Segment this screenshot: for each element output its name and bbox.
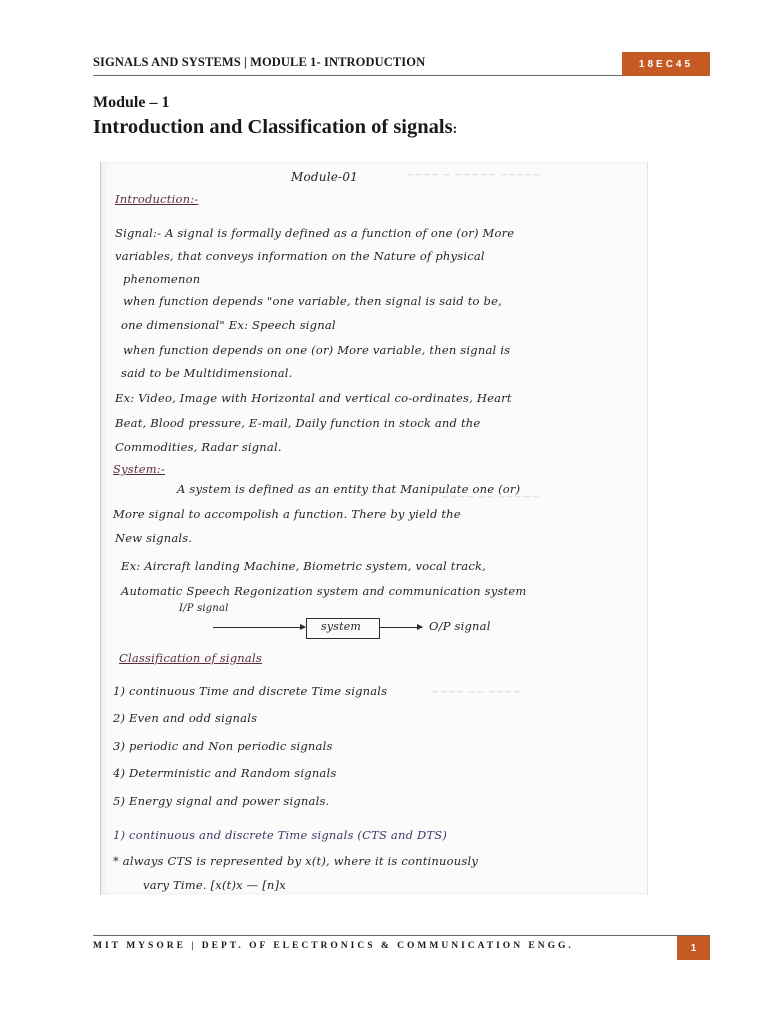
notes-line: variables, that conveys information on the Nature of physical xyxy=(115,249,485,263)
notes-line: Ex: Aircraft landing Machine, Biometric system, vocal track, xyxy=(121,559,486,573)
diagram-block-label: system xyxy=(321,620,362,633)
diagram-output-label: O/P signal xyxy=(429,619,491,633)
notes-line: Signal:- A signal is formally defined as a function of one (or) More xyxy=(115,226,515,240)
notes-class-item: 2) Even and odd signals xyxy=(113,711,258,725)
course-code-badge: 18EC45 xyxy=(622,52,710,76)
diagram-system-block xyxy=(306,618,380,639)
notes-line: New signals. xyxy=(115,531,193,545)
notes-line: Beat, Blood pressure, E-mail, Daily function in stock and the xyxy=(115,416,481,430)
bleed-through-mark: ~~~~ ~ ~~~~~ ~~~~~ xyxy=(406,170,542,181)
notes-line: More signal to accompolish a function. There by yield the xyxy=(113,507,461,521)
notes-line: when function depends "one variable, then signal is said to be, xyxy=(123,294,502,308)
notes-line: Ex: Video, Image with Horizontal and vertical co-ordinates, Heart xyxy=(115,391,512,405)
notes-line: one dimensional" Ex: Speech signal xyxy=(121,318,336,332)
bleed-through-mark: ~~~~ ~~ ~~~~~ xyxy=(441,492,540,503)
notes-line: A system is defined as an entity that Manipulate one (or) xyxy=(177,482,521,496)
page-title-colon: : xyxy=(452,122,458,137)
diagram-input-label: I/P signal xyxy=(179,603,229,614)
notes-line: phenomenon xyxy=(123,272,201,286)
footer-institution: MIT MYSORE | DEPT. OF ELECTRONICS & COMMUNICATION ENGG. xyxy=(93,941,574,951)
notes-line: said to be Multidimensional. xyxy=(121,366,293,380)
footer-rule xyxy=(93,935,710,936)
page-title-text: Introduction and Classification of signals xyxy=(93,116,453,138)
handwritten-notes-scan xyxy=(100,162,648,895)
module-label: Module – 1 xyxy=(93,94,170,111)
notes-class-item: 1) continuous Time and discrete Time signals xyxy=(113,684,388,698)
notes-line: Automatic Speech Regonization system and communication system xyxy=(121,584,527,598)
page-number-badge: 1 xyxy=(677,936,710,960)
notes-class-item: 3) periodic and Non periodic signals xyxy=(113,739,333,753)
page-title xyxy=(93,116,457,139)
notes-class-item: 5) Energy signal and power signals. xyxy=(113,794,330,808)
notes-section-heading: 1) continuous and discrete Time signals (CTS and DTS) xyxy=(113,828,448,842)
diagram-input-arrow xyxy=(213,627,305,628)
notes-line: vary Time. [x(t)x — [n]x xyxy=(143,878,286,892)
notes-line: when function depends on one (or) More variable, then signal is xyxy=(123,343,511,357)
notes-system-heading: System:- xyxy=(113,462,165,476)
diagram-output-arrow xyxy=(380,627,422,628)
notes-class-item: 4) Deterministic and Random signals xyxy=(113,766,337,780)
notes-classification-heading: Classification of signals xyxy=(119,651,262,665)
bleed-through-mark: ~~~~ ~~ ~~~~ xyxy=(431,687,522,698)
notes-line: Commodities, Radar signal. xyxy=(115,440,282,454)
header-rule xyxy=(93,75,670,76)
running-header-title: SIGNALS AND SYSTEMS | MODULE 1- INTRODUCTION xyxy=(93,55,426,69)
notes-page-title: Module-01 xyxy=(291,170,358,184)
notes-line: * always CTS is represented by x(t), where it is continuously xyxy=(113,854,479,868)
notes-intro-heading: Introduction:- xyxy=(115,192,199,206)
